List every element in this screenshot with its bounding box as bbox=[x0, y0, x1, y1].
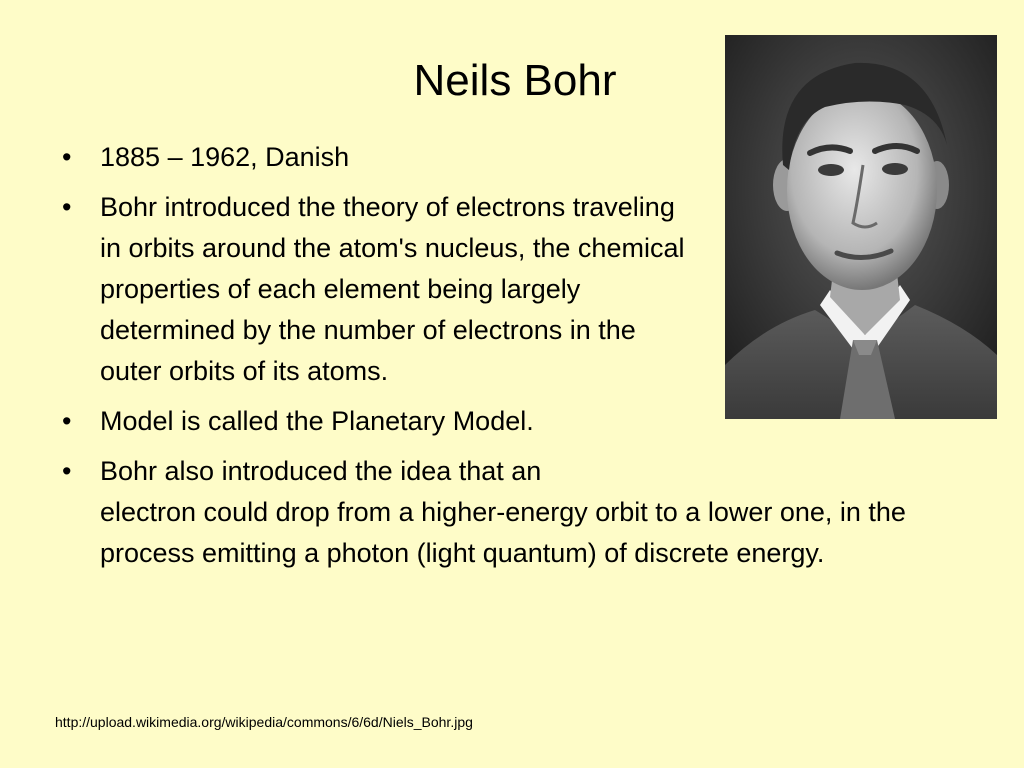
bullet-text: Bohr introduced the theory of electrons traveling in orbits around the atom's nucleus, the chemical properties of each element being largely determined by the number of electrons in the outer orbits of its atoms. bbox=[100, 192, 685, 386]
slide-title: Neils Bohr bbox=[413, 56, 617, 105]
bullet-text: 1885 – 1962, Danish bbox=[100, 142, 350, 172]
bullet-list bbox=[62, 137, 962, 583]
image-source-caption: http://upload.wikimedia.org/wikipedia/commons/6/6d/Niels_Bohr.jpg bbox=[55, 714, 473, 730]
bullet-marker: • bbox=[62, 142, 72, 172]
bullet-marker: • bbox=[62, 406, 72, 436]
bullet-marker: • bbox=[62, 192, 72, 222]
bullet-text-line: Bohr also introduced the idea that an bbox=[100, 456, 542, 486]
bullet-text bbox=[100, 451, 960, 574]
bullet-marker: • bbox=[62, 456, 72, 486]
list-item bbox=[62, 401, 962, 442]
list-item bbox=[62, 451, 962, 574]
list-item bbox=[62, 137, 962, 178]
bullet-text: Model is called the Planetary Model. bbox=[100, 406, 534, 436]
bullet-text-line: electron could drop from a higher-energy orbit to a lower one, in the process emitting a photon (light quantum) of discrete energy. bbox=[100, 497, 906, 568]
list-item bbox=[62, 187, 962, 392]
